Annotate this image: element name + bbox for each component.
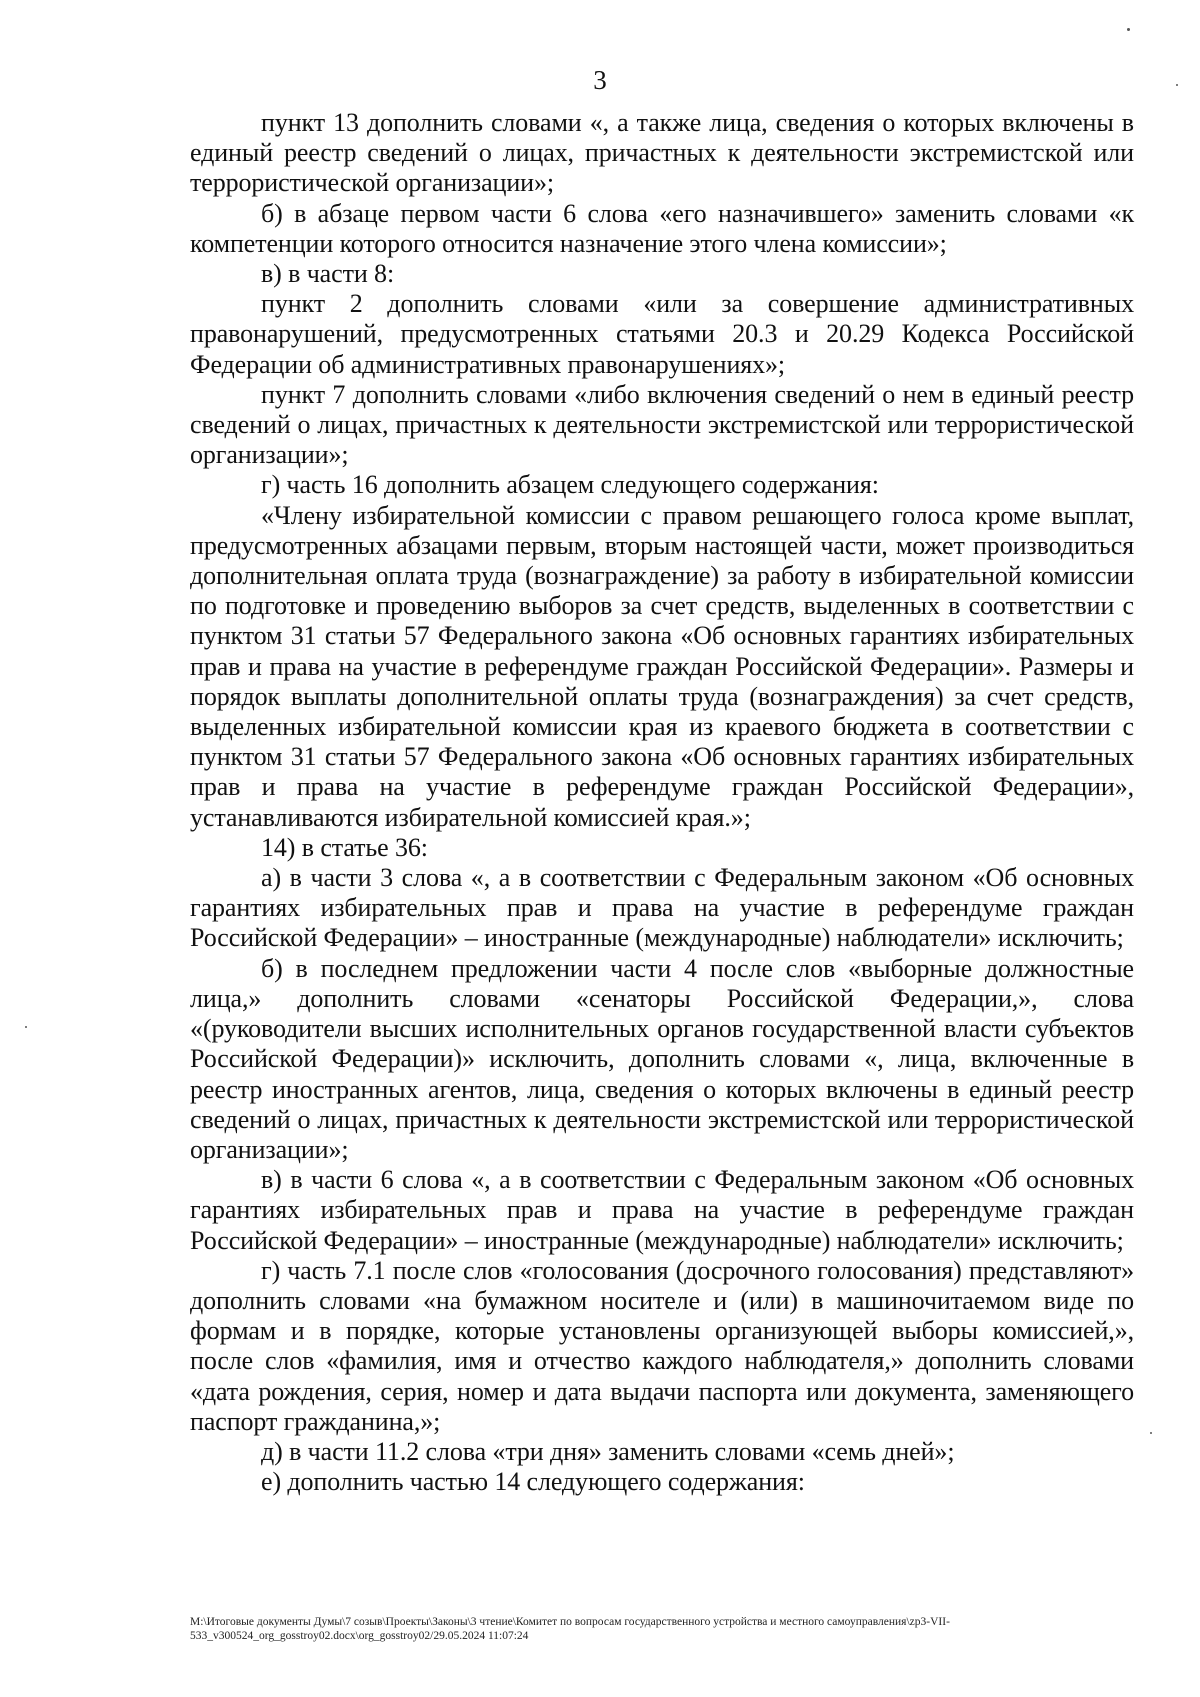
document-body <box>190 108 1134 1497</box>
paragraph-12: г) часть 7.1 после слов «голосования (досрочного голосования) представляют» дополнить словами «на бумажном носителе и (или) в машиночитаемом виде по формам и в порядке, которые установлены организующей выборы комиссией,», после слов «фамилия, имя и отчество каждого наблюдателя,» дополнить словами «дата рождения, серия, номер и дата выдачи паспорта или документа, заменяющего паспорт гражданина,»; <box>190 1255 1134 1436</box>
paragraph-5: пункт 7 дополнить словами «либо включения сведений о нем в единый реестр сведений о лицах, причастных к деятельности экстремистской или террористической организации»; <box>190 379 1134 470</box>
paragraph-2: б) в абзаце первом части 6 слова «его назначившего» заменить словами «к компетенции которого относится назначение этого члена комиссии»; <box>190 198 1134 258</box>
paragraph-4: пункт 2 дополнить словами «или за совершение административных правонарушений, предусмотренных статьями 20.3 и 20.29 Кодекса Российской Федерации об административных правонарушениях»; <box>190 289 1134 379</box>
scan-speck <box>25 1026 27 1028</box>
paragraph-6: г) часть 16 дополнить абзацем следующего содержания: <box>261 470 879 500</box>
scan-speck <box>1150 1432 1152 1434</box>
scan-speck <box>1127 28 1130 31</box>
paragraph-10: б) в последнем предложении части 4 после слов «выборные должностные лица,» дополнить словами «сенаторы Российской Федерации,», слова «(руководители высших исполнительных органов государственной власти субъектов Российской Федерации)» исключить, дополнить словами «, лица, включенные в реестр иностранных агентов, лица, сведения о которых включены в единый реестр сведений о лицах, причастных к деятельности экстремистской или террористической организации»; <box>190 953 1134 1164</box>
paragraph-13: д) в части 11.2 слова «три дня» заменить словами «семь дней»; <box>261 1436 955 1466</box>
paragraph-8: 14) в статье 36: <box>261 832 428 862</box>
footer-file-path <box>190 1615 1134 1643</box>
footer-path-line-1: M:\Итоговые документы Думы\7 созыв\Проекты\Законы\3 чтение\Комитет по вопросам государственного устройства и местного самоуправления\zp3-VII- <box>190 1616 950 1628</box>
footer-path-line-2: 533_v300524_org_gosstroy02.docx\org_gosstroy02/29.05.2024 11:07:24 <box>190 1630 529 1642</box>
scan-speck <box>1176 84 1178 86</box>
paragraph-7: «Члену избирательной комиссии с правом решающего голоса кроме выплат, предусмотренных абзацами первым, вторым настоящей части, может производиться дополнительная оплата труда (вознаграждение) за работу в избирательной комиссии по подготовке и проведению выборов за счет средств, выделенных в соответствии с пунктом 31 статьи 57 Федерального закона «Об основных гарантиях избирательных прав и права на участие в референдуме граждан Российской Федерации». Размеры и порядок выплаты дополнительной оплаты труда (вознаграждения) за счет средств, выделенных избирательной комиссии края из краевого бюджета в соответствии с пунктом 31 статьи 57 Федерального закона «Об основных гарантиях избирательных прав и права на участие в референдуме граждан Российской Федерации», устанавливаются избирательной комиссией края.»; <box>190 500 1134 832</box>
paragraph-9: а) в части 3 слова «, а в соответствии с Федеральным законом «Об основных гарантиях избирательных прав и права на участие в референдуме граждан Российской Федерации» – иностранные (международные) наблюдатели» исключить; <box>190 863 1134 953</box>
paragraph-14: е) дополнить частью 14 следующего содержания: <box>261 1467 805 1497</box>
paragraph-3: в) в части 8: <box>261 259 395 289</box>
paragraph-1: пункт 13 дополнить словами «, а также лица, сведения о которых включены в единый реестр сведений о лицах, причастных к деятельности экстремистской или террористической организации»; <box>190 108 1134 198</box>
page-number: 3 <box>593 65 607 95</box>
paragraph-11: в) в части 6 слова «, а в соответствии с Федеральным законом «Об основных гарантиях избирательных прав и права на участие в референдуме граждан Российской Федерации» – иностранные (международные) наблюдатели» исключить; <box>190 1165 1134 1255</box>
